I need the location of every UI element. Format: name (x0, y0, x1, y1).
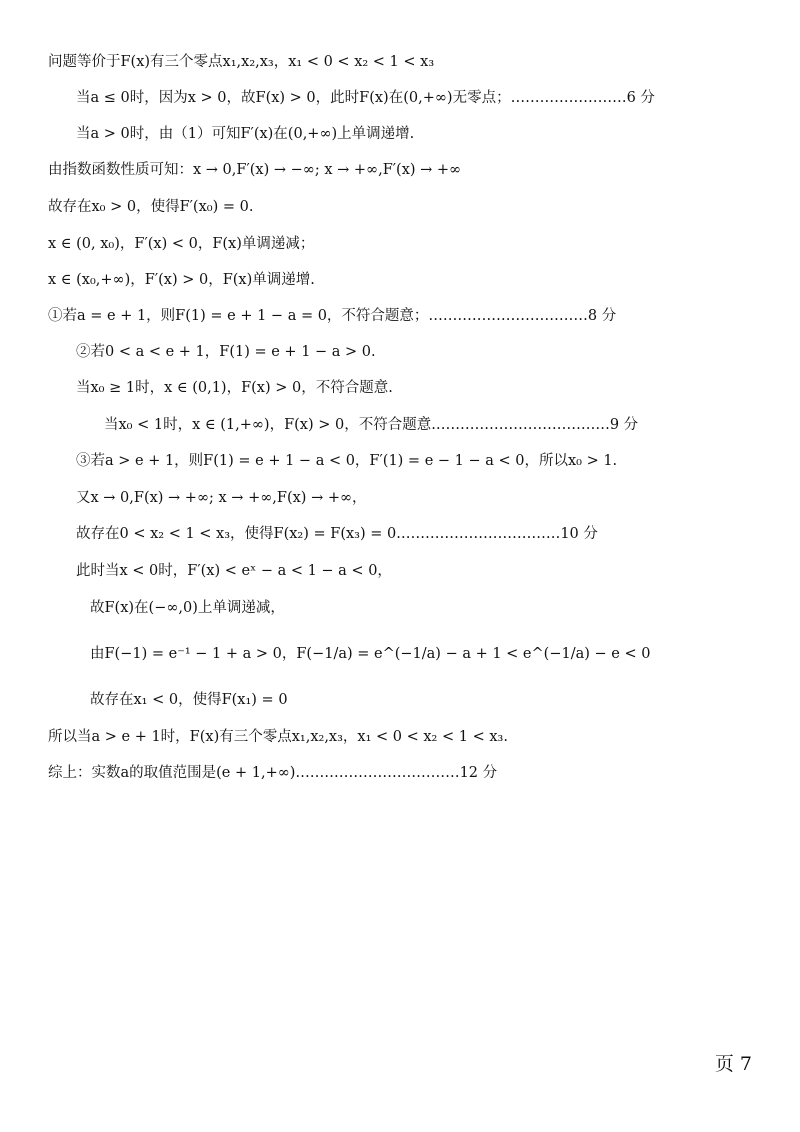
text-line: ①若a = e + 1，则F(1) = e + 1 − a = 0，不符合题意；……………………………8 分 (48, 308, 617, 324)
text-line: 由F(−1) = e⁻¹ − 1 + a > 0，F(−1/a) = e^(−1/a) − a + 1 < e^(−1/a) − e < 0 (90, 646, 651, 662)
text-line: x ∈ (0, x₀)，F′(x) < 0，F(x)单调递减； (48, 236, 315, 252)
text-line: 故存在x₁ < 0，使得F(x₁) = 0 (90, 692, 288, 708)
text-line: 当a ≤ 0时，因为x > 0，故F(x) > 0，此时F(x)在(0,+∞)无零点；……………………6 分 (76, 90, 655, 106)
text-line: ③若a > e + 1，则F(1) = e + 1 − a < 0，F′(1) = e − 1 − a < 0，所以x₀ > 1. (76, 453, 618, 469)
text-line: 故F(x)在(−∞,0)上单调递减， (90, 600, 285, 616)
text-line: 又x → 0,F(x) → +∞; x → +∞,F(x) → +∞， (76, 490, 367, 506)
text-line: 所以当a > e + 1时，F(x)有三个零点x₁,x₂,x₃，x₁ < 0 < x₂ < 1 < x₃. (48, 729, 508, 745)
text-line: 故存在0 < x₂ < 1 < x₃，使得F(x₂) = F(x₃) = 0.……………………………10 分 (76, 526, 598, 542)
text-line: 故存在x₀ > 0，使得F′(x₀) = 0. (48, 199, 254, 215)
text-line: 当a > 0时，由（1）可知F′(x)在(0,+∞)上单调递增. (76, 126, 415, 142)
text-line: 此时当x < 0时，F′(x) < eˣ − a < 1 − a < 0， (76, 563, 392, 579)
text-line: 当x₀ < 1时，x ∈ (1,+∞)，F(x) > 0，不符合题意.………………………………9 分 (104, 417, 639, 433)
text-line: x ∈ (x₀,+∞)，F′(x) > 0，F(x)单调递增. (48, 272, 315, 288)
text-line: 综上：实数a的取值范围是(e + 1,+∞).……………………………12 分 (48, 765, 498, 781)
text-line: 由指数函数性质可知：x → 0,F′(x) → −∞; x → +∞,F′(x) → +∞ (48, 162, 462, 178)
text-line: ②若0 < a < e + 1，F(1) = e + 1 − a > 0. (76, 344, 376, 360)
text-line: 问题等价于F(x)有三个零点x₁,x₂,x₃，x₁ < 0 < x₂ < 1 < x₃ (48, 54, 435, 70)
text-line: 当x₀ ≥ 1时，x ∈ (0,1)，F(x) > 0，不符合题意. (76, 380, 393, 396)
page-number: 页 7 (714, 1053, 752, 1075)
